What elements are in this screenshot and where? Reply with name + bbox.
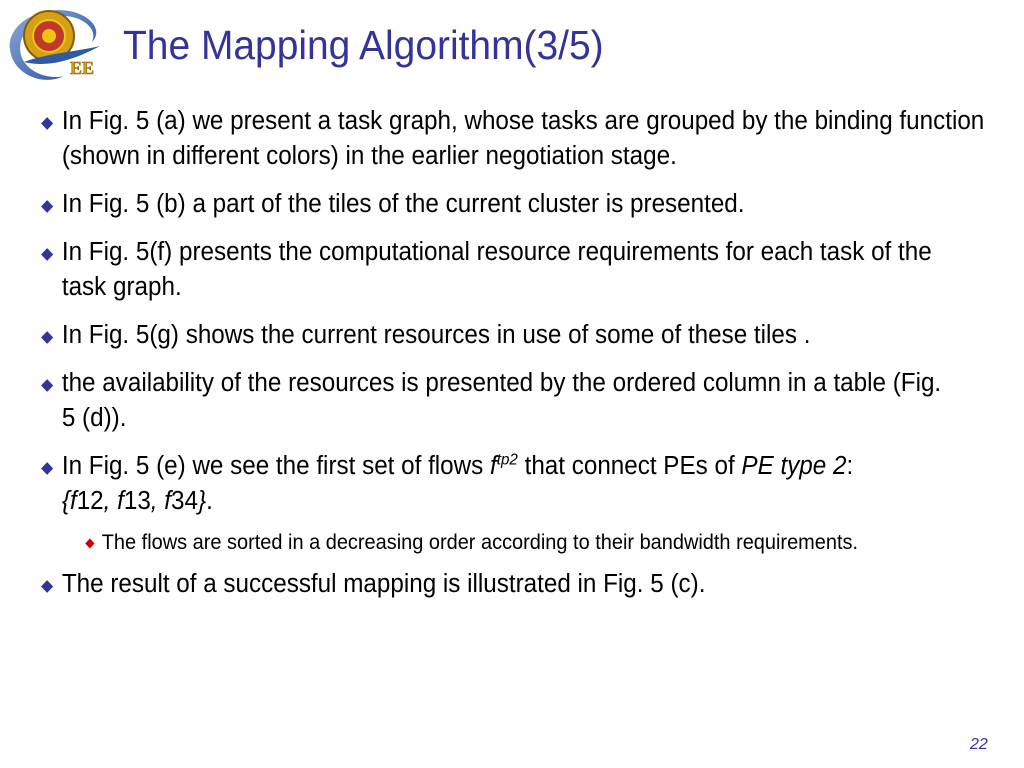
bullet-item: [40, 318, 1012, 353]
bullet-text: In Fig. 5 (a) we present a task graph, whose tasks are grouped by the binding function (shown in different colors) in the earlier negotiation stage.: [61, 107, 985, 170]
bullet-item: [40, 567, 1012, 602]
slide-content: [40, 104, 1010, 602]
slide-title: The Mapping Algorithm(3/5): [123, 22, 604, 68]
red-diamond-bullet-icon: [85, 539, 94, 549]
bullet-item: [40, 104, 1002, 174]
sub-bullet-text: The flows are sorted in a decreasing order according to their bandwidth requirements.: [101, 531, 859, 554]
bullet-text: In Fig. 5 (b) a part of the tiles of the current cluster is presented.: [61, 190, 745, 218]
diamond-bullet-icon: [41, 200, 53, 213]
bullet-text: In Fig. 5(f) presents the computational resource requirements for each task of the task graph.: [61, 238, 932, 301]
bullet-item-flows: In Fig. 5 (e) we see the first set of flows $f^{tp2}$ that connect PEs of PE type 2: {f12, f13, f34}.: [40, 449, 1002, 519]
diamond-bullet-icon: [41, 462, 53, 475]
bullet-item: [40, 366, 955, 436]
logo-ee-text: EE: [70, 58, 95, 78]
diamond-bullet-icon: [41, 379, 53, 392]
bullet-text: In Fig. 5(g) shows the current resources in use of some of these tiles .: [61, 321, 811, 349]
bullet-item: [40, 187, 1012, 222]
diamond-bullet-icon: [41, 331, 53, 344]
bullet-item: [40, 235, 936, 305]
page-number: 22: [970, 736, 988, 753]
diamond-bullet-icon: [41, 580, 53, 593]
bullet-text: The result of a successful mapping is illustrated in Fig. 5 (c).: [61, 570, 706, 598]
diamond-bullet-icon: [41, 117, 53, 130]
university-logo: [4, 2, 102, 86]
diamond-bullet-icon: [41, 248, 53, 261]
bullet-text: the availability of the resources is presented by the ordered column in a table (Fig. 5 (d)).: [61, 369, 942, 432]
sub-bullet-item: [40, 529, 1024, 556]
